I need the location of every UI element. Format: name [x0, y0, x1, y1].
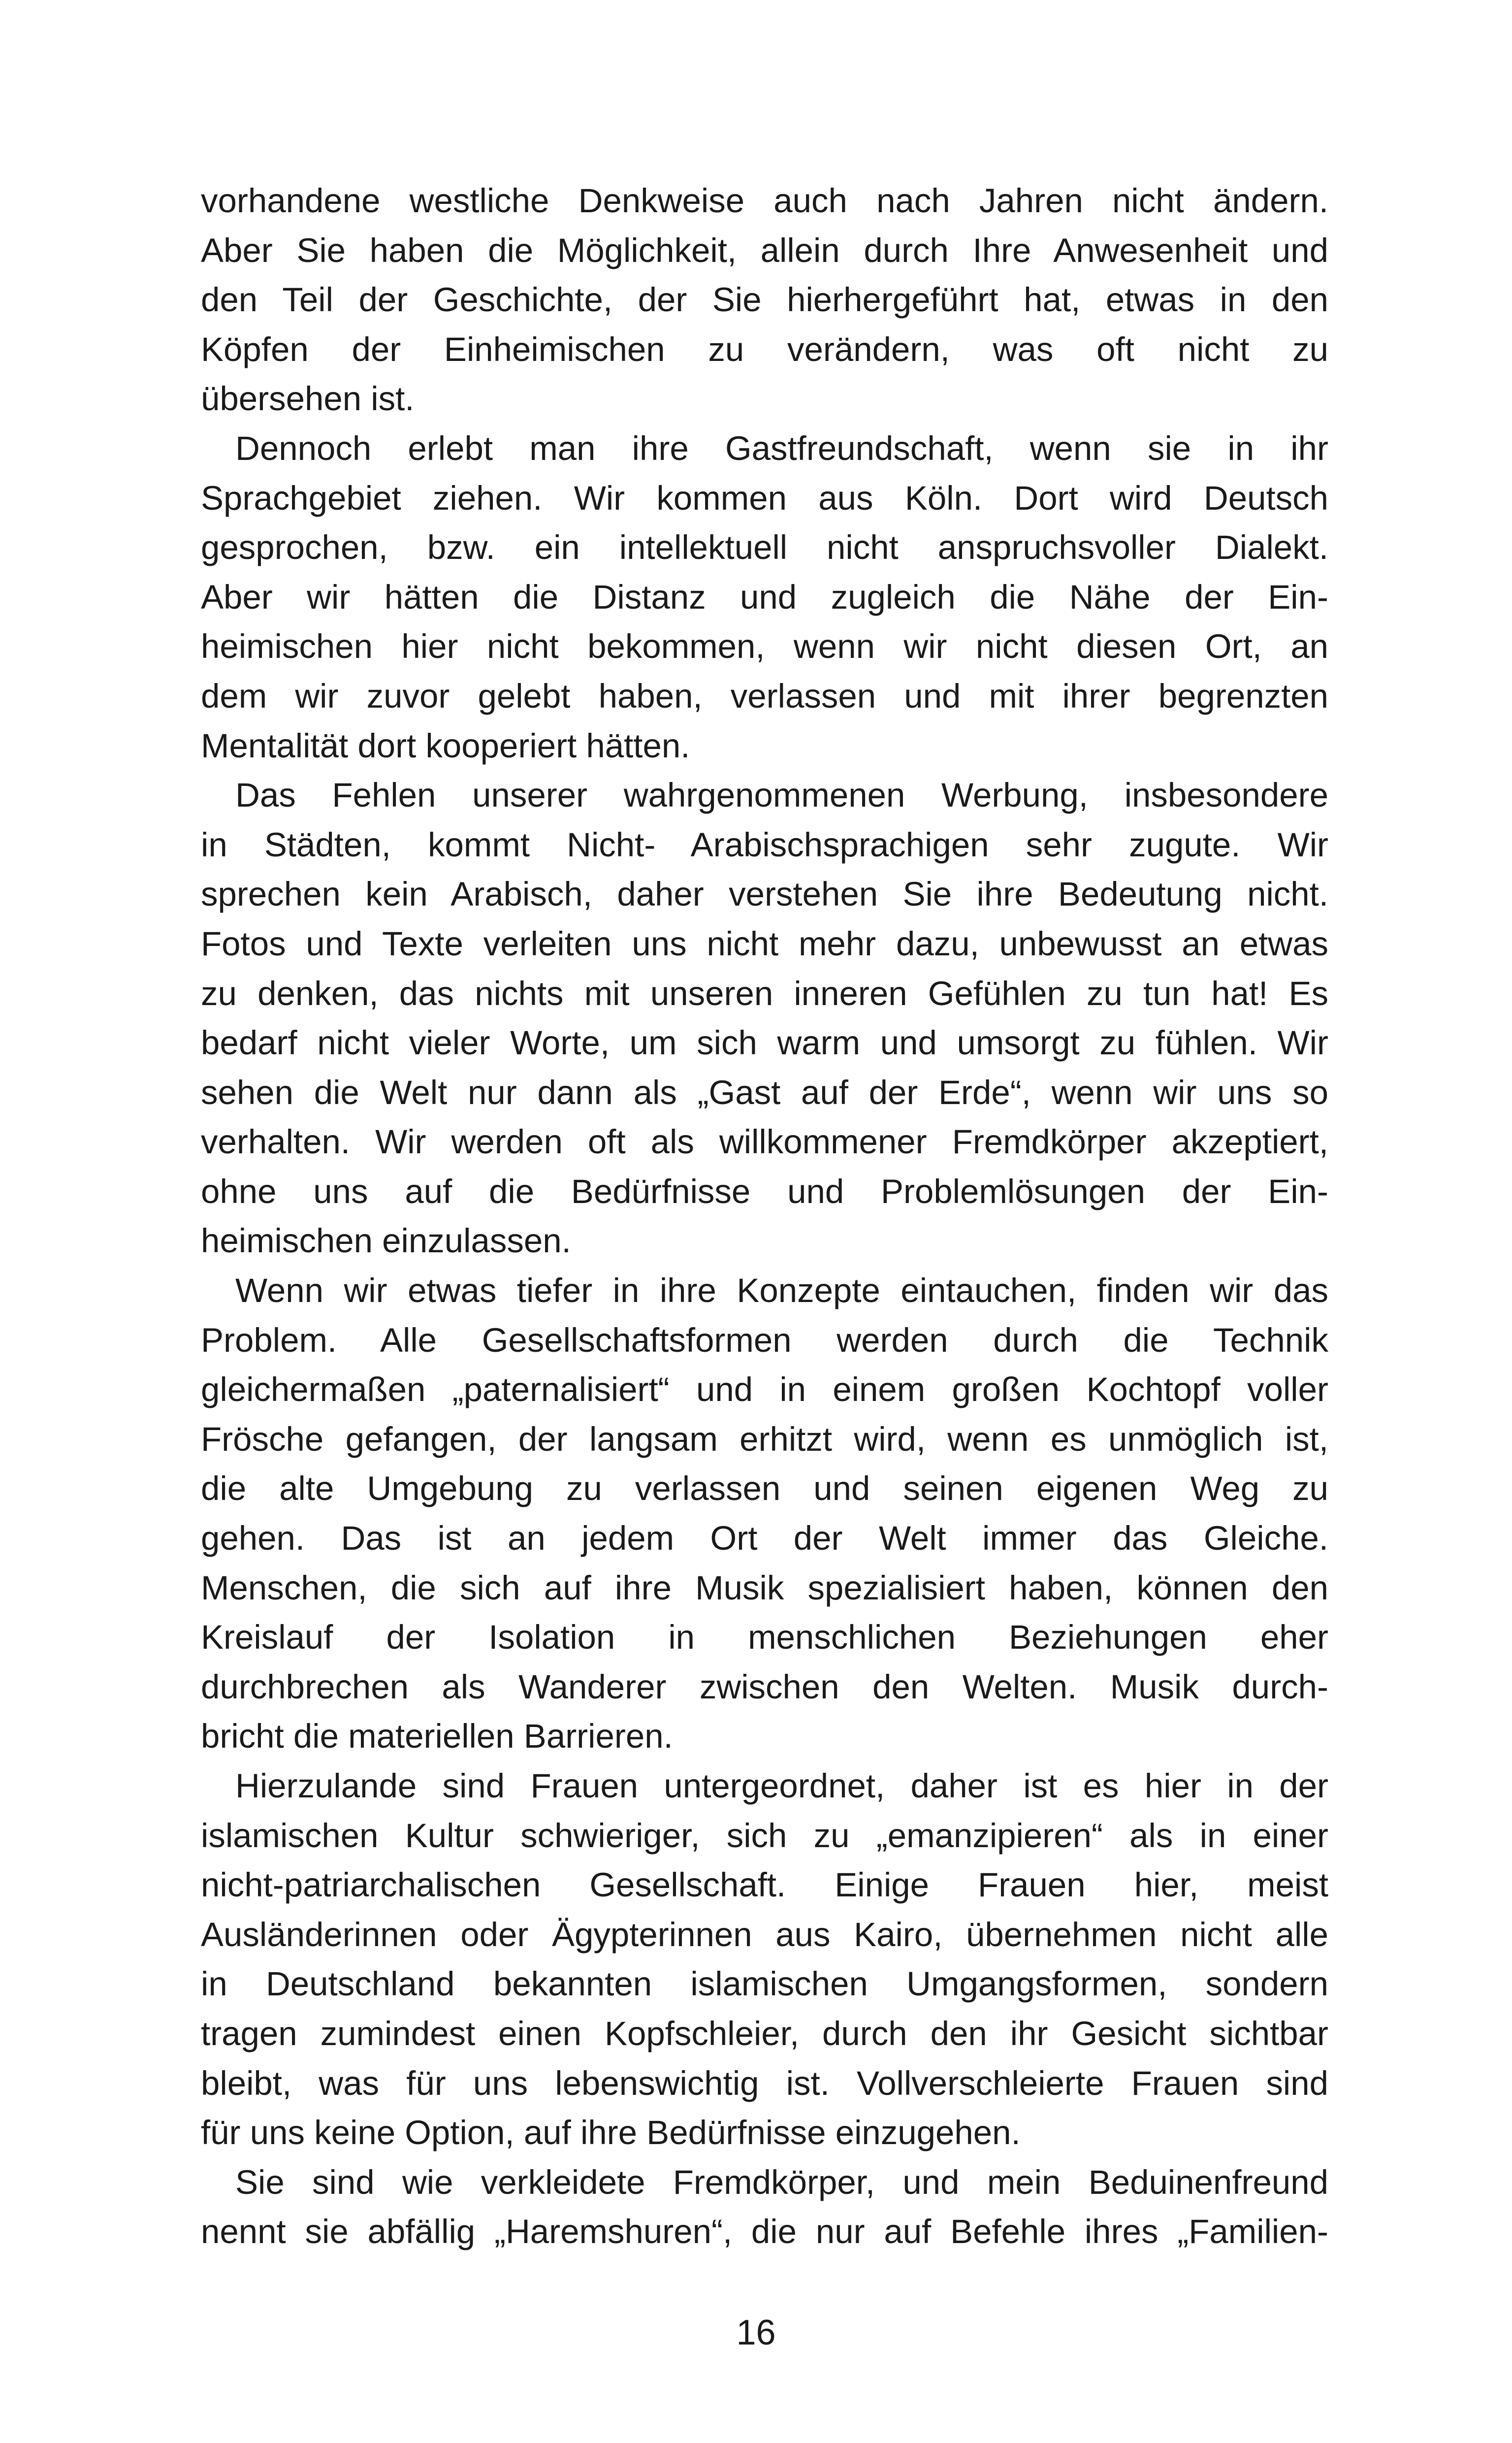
text-line: Mentalität dort kooperiert hätten.: [201, 726, 690, 765]
text-line: Menschen, die sich auf ihre Musik spezialisiert haben, können den: [201, 1568, 1328, 1607]
text-line: Dennoch erlebt man ihre Gastfreundschaft, wenn sie in ihr: [235, 429, 1328, 467]
text-line: Hierzulande sind Frauen untergeordnet, daher ist es hier in der: [235, 1767, 1328, 1805]
text-line: heimischen einzulassen.: [201, 1222, 571, 1260]
text-line: Aber Sie haben die Möglichkeit, allein durch Ihre Anwesenheit und: [201, 231, 1328, 269]
text-line: tragen zumindest einen Kopfschleier, durch den ihr Gesicht sichtbar: [201, 2014, 1328, 2052]
text-line: ohne uns auf die Bedürfnisse und Problemlösungen der Ein-: [201, 1172, 1328, 1210]
text-line: Aber wir hätten die Distanz und zugleich die Nähe der Ein-: [201, 578, 1328, 616]
text-line: bedarf nicht vieler Worte, um sich warm und umsorgt zu fühlen. Wir: [201, 1024, 1328, 1062]
text-line: Frösche gefangen, der langsam erhitzt wird, wenn es unmöglich ist,: [201, 1420, 1328, 1458]
text-line: Sie sind wie verkleidete Fremdkörper, und mein Beduinenfreund: [235, 2163, 1328, 2201]
text-line: verhalten. Wir werden oft als willkommener Fremdkörper akzeptiert,: [201, 1123, 1328, 1161]
text-line: heimischen hier nicht bekommen, wenn wir nicht diesen Ort, an: [201, 627, 1328, 666]
text-line: Wenn wir etwas tiefer in ihre Konzepte eintauchen, finden wir das: [235, 1271, 1328, 1310]
text-line: die alte Umgebung zu verlassen und seinen eigenen Weg zu: [201, 1469, 1328, 1508]
text-line: sehen die Welt nur dann als „Gast auf der Erde“, wenn wir uns so: [201, 1073, 1328, 1111]
text-line: Sprachgebiet ziehen. Wir kommen aus Köln. Dort wird Deutsch: [201, 479, 1328, 517]
text-line: in Städten, kommt Nicht- Arabischsprachigen sehr zugute. Wir: [201, 825, 1328, 864]
text-line: bricht die materiellen Barrieren.: [201, 1717, 673, 1756]
body-text: [201, 176, 1328, 2257]
text-line: Das Fehlen unserer wahrgenommenen Werbung, insbesondere: [235, 776, 1328, 814]
text-line: Fotos und Texte verleiten uns nicht mehr dazu, unbewusst an etwas: [201, 924, 1328, 963]
text-line: durchbrechen als Wanderer zwischen den Welten. Musik durch-: [201, 1667, 1328, 1706]
text-line: gesprochen, bzw. ein intellektuell nicht anspruchsvoller Dialekt.: [201, 528, 1328, 567]
text-line: gehen. Das ist an jedem Ort der Welt immer das Gleiche.: [201, 1519, 1328, 1558]
text-line: sprechen kein Arabisch, daher verstehen Sie ihre Bedeutung nicht.: [201, 875, 1328, 913]
page-number: 16: [736, 2313, 776, 2352]
text-line: übersehen ist.: [201, 380, 415, 418]
text-line: bleibt, was für uns lebenswichtig ist. Vollverschleierte Frauen sind: [201, 2064, 1328, 2102]
text-line: gleichermaßen „paternalisiert“ und in einem großen Kochtopf voller: [201, 1370, 1328, 1409]
text-line: zu denken, das nichts mit unseren inneren Gefühlen zu tun hat! Es: [201, 974, 1328, 1012]
text-line: Ausländerinnen oder Ägypterinnen aus Kairo, übernehmen nicht alle: [201, 1915, 1328, 1954]
text-line: vorhandene westliche Denkweise auch nach Jahren nicht ändern.: [201, 182, 1328, 220]
text-line: nicht-patriarchalischen Gesellschaft. Einige Frauen hier, meist: [201, 1866, 1328, 1904]
text-line: islamischen Kultur schwieriger, sich zu „emanzipieren“ als in einer: [201, 1816, 1328, 1855]
text-line: den Teil der Geschichte, der Sie hierhergeführt hat, etwas in den: [201, 281, 1328, 319]
text-line: nennt sie abfällig „Haremshuren“, die nur auf Befehle ihres „Familien-: [201, 2213, 1328, 2251]
text-line: für uns keine Option, auf ihre Bedürfnisse einzugehen.: [201, 2114, 1021, 2152]
text-line: in Deutschland bekannten islamischen Umgangsformen, sondern: [201, 1965, 1328, 2003]
text-line: Problem. Alle Gesellschaftsformen werden durch die Technik: [201, 1321, 1328, 1359]
text-line: Kreislauf der Isolation in menschlichen Beziehungen eher: [201, 1618, 1328, 1657]
text-line: dem wir zuvor gelebt haben, verlassen und mit ihrer begrenzten: [201, 677, 1328, 715]
text-line: Köpfen der Einheimischen zu verändern, was oft nicht zu: [201, 330, 1328, 368]
